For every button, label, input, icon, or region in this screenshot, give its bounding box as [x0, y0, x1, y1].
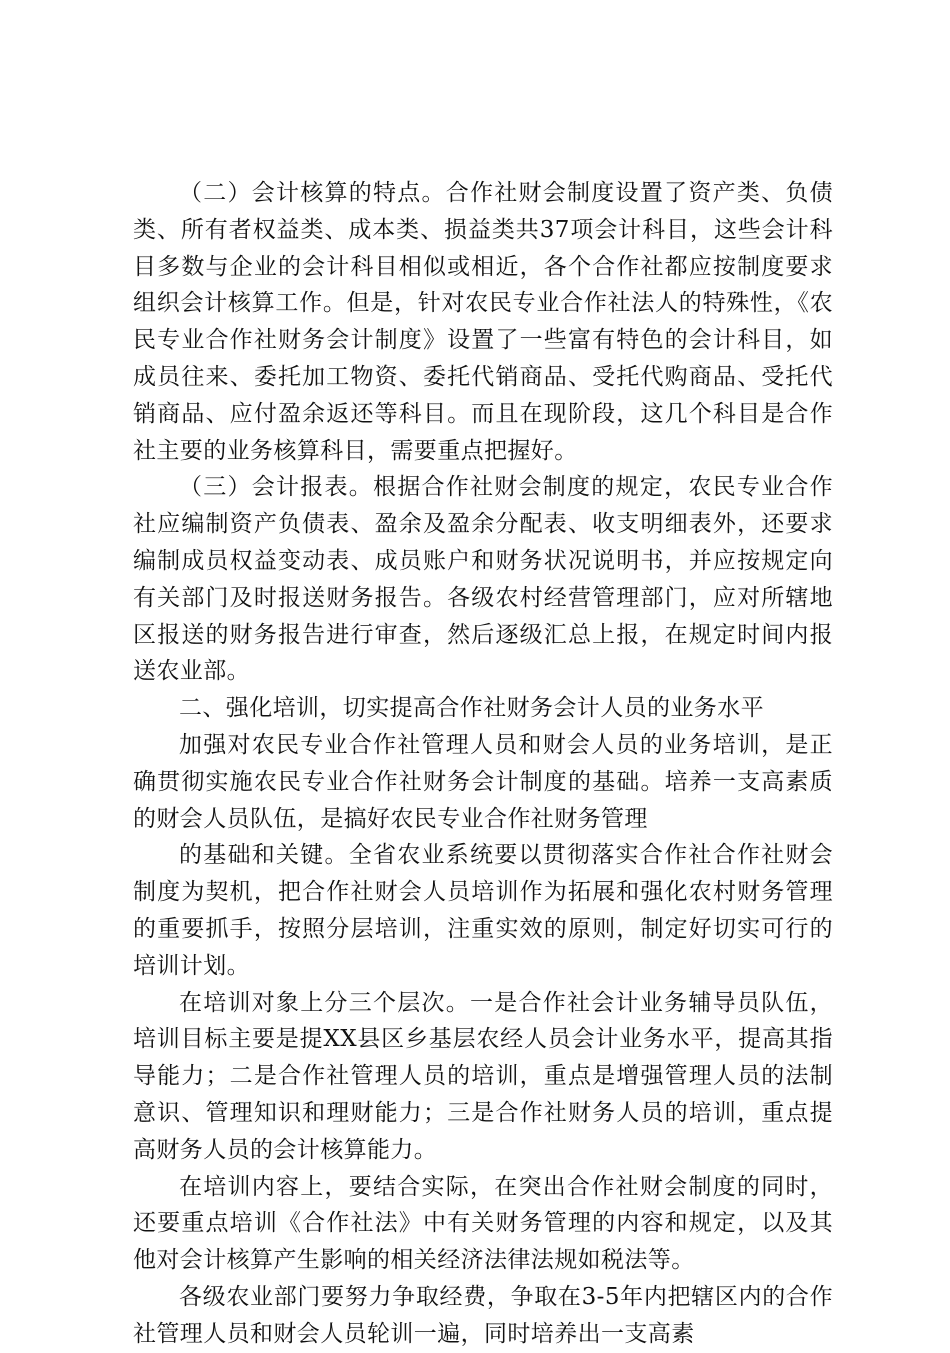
paragraph-accounting-features: （二）会计核算的特点。合作社财会制度设置了资产类、负债类、所有者权益类、成本类、损益类共37项会计科目，这些会计科目多数与企业的会计科目相似或相近，各个合作社都应按制度要求组织会计核算工作。但是，针对农民专业合作社法人的特殊性，《农民专业合作社财务会计制度》设置了一些富有特色的会计科目，如成员往来、委托加工物资、委托代销商品、受托代购商品、受托代销商品、应付盈余返还等科目。而且在现阶段，这几个科目是合作社主要的业务核算科目，需要重点把握好。: [133, 180, 833, 464]
paragraph-training-funding: 各级农业部门要努力争取经费，争取在3-5年内把辖区内的合作社管理人员和财会人员轮训一遍，同时培养出一支高素: [133, 1283, 833, 1347]
paragraph-training-levels: 在培训对象上分三个层次。一是合作社会计业务辅导员队伍，培训目标主要是提XX县区乡基层农经人员会计业务水平，提高其指导能力；二是合作社管理人员的培训，重点是增强管理人员的法制意识、管理知识和理财能力；三是合作社财务人员的培训，重点提高财务人员的会计核算能力。: [133, 989, 833, 1163]
paragraph-training-foundation: 的基础和关键。全省农业系统要以贯彻落实合作社合作社财会制度为契机，把合作社财会人员培训作为拓展和强化农村财务管理的重要抓手，按照分层培训，注重实效的原则，制定好切实可行的培训计划。: [133, 842, 833, 979]
paragraph-training-content: 在培训内容上，要结合实际，在突出合作社财会制度的同时，还要重点培训《合作社法》中有关财务管理的内容和规定，以及其他对会计核算产生影响的相关经济法律法规如税法等。: [133, 1173, 833, 1274]
document-body: [133, 175, 833, 1353]
section-heading-training: 二、强化培训，切实提高合作社财务会计人员的业务水平: [179, 695, 764, 722]
paragraph-accounting-reports: （三）会计报表。根据合作社财会制度的规定，农民专业合作社应编制资产负债表、盈余及盈余分配表、收支明细表外，还要求编制成员权益变动表、成员账户和财务状况说明书，并应按规定向有关部门及时报送财务报告。各级农村经营管理部门，应对所辖地区报送的财务报告进行审查，然后逐级汇总上报，在规定时间内报送农业部。: [133, 474, 833, 685]
paragraph-training-importance: 加强对农民专业合作社管理人员和财会人员的业务培训，是正确贯彻实施农民专业合作社财务会计制度的基础。培养一支高素质的财会人员队伍，是搞好农民专业合作社财务管理: [133, 731, 833, 832]
